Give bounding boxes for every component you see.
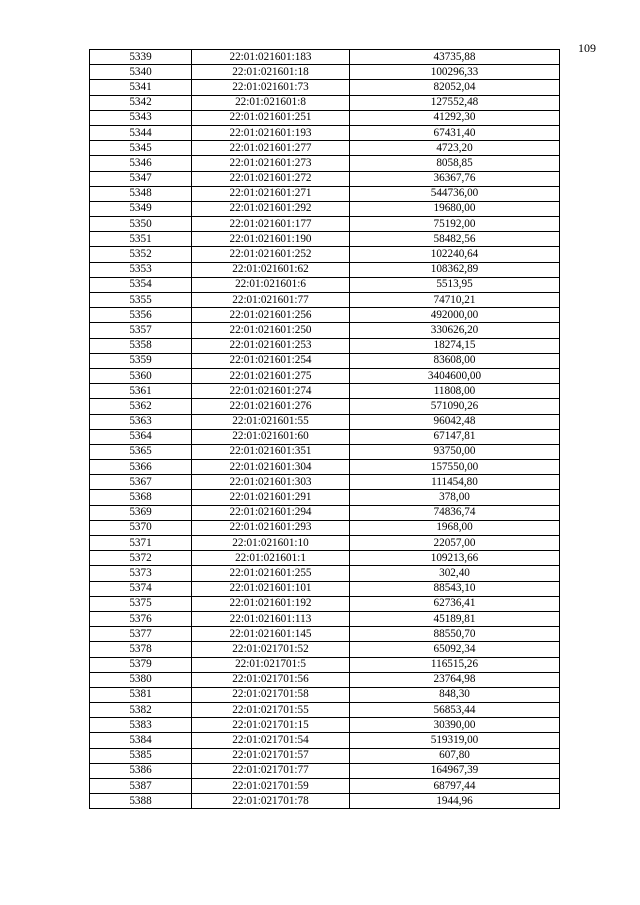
table-row bbox=[90, 384, 560, 399]
row-number-cell: 5366 bbox=[90, 460, 192, 475]
table-row bbox=[90, 505, 560, 520]
cadastral-number-cell: 22:01:021601:8 bbox=[192, 95, 350, 110]
cadastral-value-cell: 65092,34 bbox=[350, 642, 560, 657]
cadastral-value-cell: 100296,33 bbox=[350, 65, 560, 80]
cadastral-number-cell: 22:01:021601:101 bbox=[192, 581, 350, 596]
cadastral-value-cell: 3404600,00 bbox=[350, 368, 560, 383]
row-number-cell: 5372 bbox=[90, 551, 192, 566]
table-row bbox=[90, 642, 560, 657]
cadastral-number-cell: 22:01:021601:273 bbox=[192, 156, 350, 171]
table-row bbox=[90, 277, 560, 292]
cadastral-number-cell: 22:01:021601:73 bbox=[192, 80, 350, 95]
cadastral-number-cell: 22:01:021601:351 bbox=[192, 444, 350, 459]
table-row bbox=[90, 141, 560, 156]
table-row bbox=[90, 293, 560, 308]
row-number-cell: 5362 bbox=[90, 399, 192, 414]
table-row bbox=[90, 687, 560, 702]
cadastral-number-cell: 22:01:021601:145 bbox=[192, 627, 350, 642]
cadastral-value-cell: 62736,41 bbox=[350, 596, 560, 611]
row-number-cell: 5376 bbox=[90, 611, 192, 626]
cadastral-number-cell: 22:01:021701:58 bbox=[192, 687, 350, 702]
cadastral-value-cell: 109213,66 bbox=[350, 551, 560, 566]
table-row bbox=[90, 520, 560, 535]
row-number-cell: 5384 bbox=[90, 733, 192, 748]
cadastral-number-cell: 22:01:021601:177 bbox=[192, 217, 350, 232]
table-row bbox=[90, 399, 560, 414]
table-row bbox=[90, 414, 560, 429]
table-row bbox=[90, 551, 560, 566]
cadastral-number-cell: 22:01:021601:6 bbox=[192, 277, 350, 292]
cadastral-value-cell: 111454,80 bbox=[350, 475, 560, 490]
row-number-cell: 5353 bbox=[90, 262, 192, 277]
row-number-cell: 5382 bbox=[90, 703, 192, 718]
table-row bbox=[90, 733, 560, 748]
cadastral-value-cell: 93750,00 bbox=[350, 444, 560, 459]
table-row bbox=[90, 125, 560, 140]
row-number-cell: 5378 bbox=[90, 642, 192, 657]
row-number-cell: 5344 bbox=[90, 125, 192, 140]
cadastral-value-cell: 67147,81 bbox=[350, 429, 560, 444]
cadastral-number-cell: 22:01:021701:15 bbox=[192, 718, 350, 733]
row-number-cell: 5339 bbox=[90, 50, 192, 65]
cadastral-number-cell: 22:01:021701:77 bbox=[192, 763, 350, 778]
cadastral-value-cell: 102240,64 bbox=[350, 247, 560, 262]
cadastral-number-cell: 22:01:021601:271 bbox=[192, 186, 350, 201]
cadastral-number-cell: 22:01:021601:193 bbox=[192, 125, 350, 140]
row-number-cell: 5370 bbox=[90, 520, 192, 535]
row-number-cell: 5346 bbox=[90, 156, 192, 171]
cadastral-number-cell: 22:01:021601:113 bbox=[192, 611, 350, 626]
table-row bbox=[90, 186, 560, 201]
table-row bbox=[90, 627, 560, 642]
cadastral-number-cell: 22:01:021601:275 bbox=[192, 368, 350, 383]
cadastral-number-cell: 22:01:021601:303 bbox=[192, 475, 350, 490]
table-row bbox=[90, 65, 560, 80]
cadastral-number-cell: 22:01:021601:292 bbox=[192, 201, 350, 216]
cadastral-value-cell: 96042,48 bbox=[350, 414, 560, 429]
cadastral-value-cell: 607,80 bbox=[350, 748, 560, 763]
table-row bbox=[90, 763, 560, 778]
cadastral-number-cell: 22:01:021601:252 bbox=[192, 247, 350, 262]
cadastral-number-cell: 22:01:021601:304 bbox=[192, 460, 350, 475]
cadastral-number-cell: 22:01:021601:274 bbox=[192, 384, 350, 399]
row-number-cell: 5381 bbox=[90, 687, 192, 702]
table-row bbox=[90, 672, 560, 687]
row-number-cell: 5343 bbox=[90, 110, 192, 125]
table-row bbox=[90, 262, 560, 277]
row-number-cell: 5369 bbox=[90, 505, 192, 520]
cadastral-value-cell: 108362,89 bbox=[350, 262, 560, 277]
cadastral-number-cell: 22:01:021601:256 bbox=[192, 308, 350, 323]
cadastral-number-cell: 22:01:021601:272 bbox=[192, 171, 350, 186]
row-number-cell: 5386 bbox=[90, 763, 192, 778]
row-number-cell: 5368 bbox=[90, 490, 192, 505]
table-row bbox=[90, 748, 560, 763]
cadastral-value-cell: 30390,00 bbox=[350, 718, 560, 733]
table-row bbox=[90, 490, 560, 505]
cadastral-value-cell: 18274,15 bbox=[350, 338, 560, 353]
row-number-cell: 5350 bbox=[90, 217, 192, 232]
cadastral-value-cell: 74836,74 bbox=[350, 505, 560, 520]
table-row bbox=[90, 80, 560, 95]
cadastral-number-cell: 22:01:021601:183 bbox=[192, 50, 350, 65]
cadastral-value-cell: 22057,00 bbox=[350, 536, 560, 551]
table-row bbox=[90, 95, 560, 110]
row-number-cell: 5375 bbox=[90, 596, 192, 611]
cadastral-number-cell: 22:01:021601:254 bbox=[192, 353, 350, 368]
cadastral-number-cell: 22:01:021601:291 bbox=[192, 490, 350, 505]
table-row bbox=[90, 475, 560, 490]
cadastral-value-cell: 75192,00 bbox=[350, 217, 560, 232]
table-row bbox=[90, 779, 560, 794]
row-number-cell: 5373 bbox=[90, 566, 192, 581]
cadastral-value-cell: 88543,10 bbox=[350, 581, 560, 596]
row-number-cell: 5360 bbox=[90, 368, 192, 383]
row-number-cell: 5347 bbox=[90, 171, 192, 186]
table-row bbox=[90, 308, 560, 323]
cadastral-value-cell: 43735,88 bbox=[350, 50, 560, 65]
row-number-cell: 5380 bbox=[90, 672, 192, 687]
row-number-cell: 5351 bbox=[90, 232, 192, 247]
cadastral-value-cell: 157550,00 bbox=[350, 460, 560, 475]
cadastral-number-cell: 22:01:021601:276 bbox=[192, 399, 350, 414]
table-row bbox=[90, 460, 560, 475]
row-number-cell: 5363 bbox=[90, 414, 192, 429]
cadastral-number-cell: 22:01:021601:77 bbox=[192, 293, 350, 308]
table-row bbox=[90, 110, 560, 125]
table-row bbox=[90, 353, 560, 368]
cadastral-value-cell: 56853,44 bbox=[350, 703, 560, 718]
cadastral-number-cell: 22:01:021601:62 bbox=[192, 262, 350, 277]
cadastral-number-cell: 22:01:021601:253 bbox=[192, 338, 350, 353]
cadastral-value-cell: 302,40 bbox=[350, 566, 560, 581]
cadastral-value-cell: 23764,98 bbox=[350, 672, 560, 687]
row-number-cell: 5349 bbox=[90, 201, 192, 216]
row-number-cell: 5340 bbox=[90, 65, 192, 80]
table-body bbox=[90, 50, 560, 809]
row-number-cell: 5379 bbox=[90, 657, 192, 672]
cadastral-number-cell: 22:01:021701:59 bbox=[192, 779, 350, 794]
cadastral-number-cell: 22:01:021601:1 bbox=[192, 551, 350, 566]
row-number-cell: 5388 bbox=[90, 794, 192, 809]
row-number-cell: 5356 bbox=[90, 308, 192, 323]
page-number: 109 bbox=[578, 41, 596, 55]
table-row bbox=[90, 50, 560, 65]
cadastral-value-cell: 11808,00 bbox=[350, 384, 560, 399]
cadastral-number-cell: 22:01:021701:55 bbox=[192, 703, 350, 718]
table-row bbox=[90, 323, 560, 338]
cadastral-value-cell: 127552,48 bbox=[350, 95, 560, 110]
cadastral-value-cell: 519319,00 bbox=[350, 733, 560, 748]
table-row bbox=[90, 444, 560, 459]
cadastral-value-cell: 74710,21 bbox=[350, 293, 560, 308]
cadastral-number-cell: 22:01:021601:55 bbox=[192, 414, 350, 429]
table-row bbox=[90, 611, 560, 626]
table-row bbox=[90, 596, 560, 611]
row-number-cell: 5365 bbox=[90, 444, 192, 459]
cadastral-value-cell: 1944,96 bbox=[350, 794, 560, 809]
cadastral-value-table bbox=[89, 49, 560, 809]
row-number-cell: 5341 bbox=[90, 80, 192, 95]
cadastral-number-cell: 22:01:021601:250 bbox=[192, 323, 350, 338]
cadastral-number-cell: 22:01:021601:190 bbox=[192, 232, 350, 247]
table-row bbox=[90, 156, 560, 171]
table-row bbox=[90, 657, 560, 672]
cadastral-value-cell: 41292,30 bbox=[350, 110, 560, 125]
cadastral-value-cell: 83608,00 bbox=[350, 353, 560, 368]
cadastral-value-cell: 378,00 bbox=[350, 490, 560, 505]
row-number-cell: 5352 bbox=[90, 247, 192, 262]
cadastral-number-cell: 22:01:021701:5 bbox=[192, 657, 350, 672]
table-row bbox=[90, 794, 560, 809]
cadastral-number-cell: 22:01:021701:57 bbox=[192, 748, 350, 763]
row-number-cell: 5359 bbox=[90, 353, 192, 368]
cadastral-number-cell: 22:01:021601:294 bbox=[192, 505, 350, 520]
table-row bbox=[90, 368, 560, 383]
cadastral-value-cell: 82052,04 bbox=[350, 80, 560, 95]
cadastral-value-cell: 36367,76 bbox=[350, 171, 560, 186]
table-row bbox=[90, 718, 560, 733]
cadastral-number-cell: 22:01:021601:192 bbox=[192, 596, 350, 611]
cadastral-number-cell: 22:01:021701:54 bbox=[192, 733, 350, 748]
cadastral-value-cell: 4723,20 bbox=[350, 141, 560, 156]
row-number-cell: 5354 bbox=[90, 277, 192, 292]
cadastral-number-cell: 22:01:021601:251 bbox=[192, 110, 350, 125]
cadastral-number-cell: 22:01:021701:56 bbox=[192, 672, 350, 687]
row-number-cell: 5342 bbox=[90, 95, 192, 110]
cadastral-number-cell: 22:01:021601:293 bbox=[192, 520, 350, 535]
row-number-cell: 5385 bbox=[90, 748, 192, 763]
row-number-cell: 5348 bbox=[90, 186, 192, 201]
row-number-cell: 5357 bbox=[90, 323, 192, 338]
cadastral-value-cell: 45189,81 bbox=[350, 611, 560, 626]
row-number-cell: 5371 bbox=[90, 536, 192, 551]
cadastral-value-cell: 67431,40 bbox=[350, 125, 560, 140]
row-number-cell: 5383 bbox=[90, 718, 192, 733]
row-number-cell: 5345 bbox=[90, 141, 192, 156]
cadastral-value-cell: 68797,44 bbox=[350, 779, 560, 794]
cadastral-number-cell: 22:01:021601:18 bbox=[192, 65, 350, 80]
row-number-cell: 5358 bbox=[90, 338, 192, 353]
cadastral-value-cell: 164967,39 bbox=[350, 763, 560, 778]
table-row bbox=[90, 429, 560, 444]
row-number-cell: 5377 bbox=[90, 627, 192, 642]
cadastral-value-cell: 8058,85 bbox=[350, 156, 560, 171]
cadastral-value-cell: 1968,00 bbox=[350, 520, 560, 535]
table-row bbox=[90, 703, 560, 718]
table-row bbox=[90, 217, 560, 232]
row-number-cell: 5387 bbox=[90, 779, 192, 794]
cadastral-value-cell: 492000,00 bbox=[350, 308, 560, 323]
cadastral-value-cell: 544736,00 bbox=[350, 186, 560, 201]
cadastral-value-cell: 88550,70 bbox=[350, 627, 560, 642]
cadastral-number-cell: 22:01:021601:10 bbox=[192, 536, 350, 551]
cadastral-number-cell: 22:01:021601:60 bbox=[192, 429, 350, 444]
cadastral-value-cell: 848,30 bbox=[350, 687, 560, 702]
row-number-cell: 5367 bbox=[90, 475, 192, 490]
table-row bbox=[90, 201, 560, 216]
row-number-cell: 5364 bbox=[90, 429, 192, 444]
cadastral-value-cell: 330626,20 bbox=[350, 323, 560, 338]
row-number-cell: 5361 bbox=[90, 384, 192, 399]
cadastral-number-cell: 22:01:021701:52 bbox=[192, 642, 350, 657]
row-number-cell: 5374 bbox=[90, 581, 192, 596]
cadastral-number-cell: 22:01:021601:277 bbox=[192, 141, 350, 156]
cadastral-value-cell: 58482,56 bbox=[350, 232, 560, 247]
table-row bbox=[90, 536, 560, 551]
cadastral-value-cell: 5513,95 bbox=[350, 277, 560, 292]
table-row bbox=[90, 247, 560, 262]
row-number-cell: 5355 bbox=[90, 293, 192, 308]
cadastral-value-cell: 19680,00 bbox=[350, 201, 560, 216]
table-row bbox=[90, 338, 560, 353]
cadastral-value-cell: 571090,26 bbox=[350, 399, 560, 414]
table-row bbox=[90, 566, 560, 581]
table-row bbox=[90, 581, 560, 596]
cadastral-number-cell: 22:01:021701:78 bbox=[192, 794, 350, 809]
cadastral-number-cell: 22:01:021601:255 bbox=[192, 566, 350, 581]
table-row bbox=[90, 171, 560, 186]
table-row bbox=[90, 232, 560, 247]
cadastral-value-cell: 116515,26 bbox=[350, 657, 560, 672]
